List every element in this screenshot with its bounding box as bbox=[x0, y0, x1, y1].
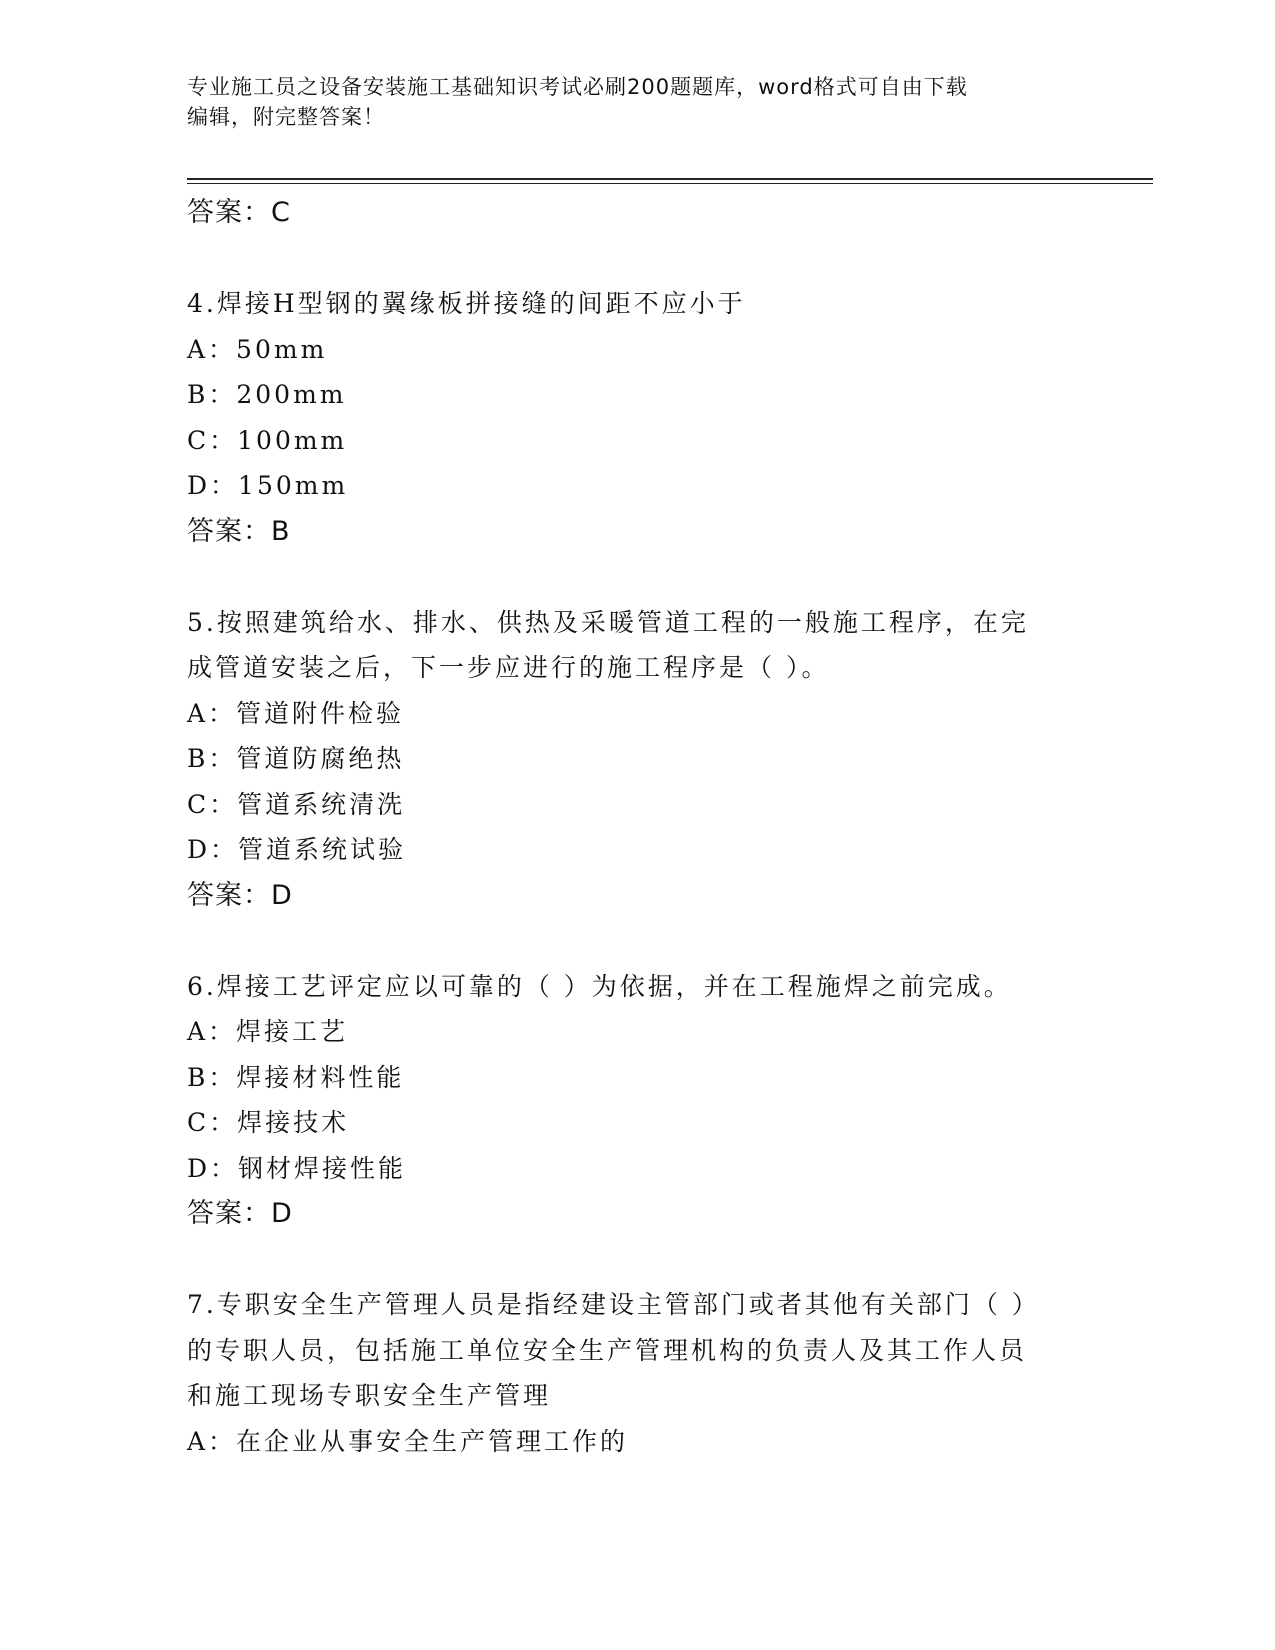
option-c: C：管道系统清洗 bbox=[187, 789, 406, 819]
option-b: B：管道防腐绝热 bbox=[187, 744, 405, 773]
question-text: 7.专职安全生产管理人员是指经建设主管部门或者其他有关部门（ ） bbox=[187, 1290, 1040, 1319]
header-line-1: 专业施工员之设备安装施工基础知识考试必刷200题题库，word格式可自由下载 bbox=[187, 75, 968, 99]
spacer bbox=[187, 554, 1107, 600]
question-list bbox=[187, 190, 1107, 1464]
question-6 bbox=[187, 964, 1107, 1237]
answer: 答案：D bbox=[187, 1198, 293, 1229]
spacer bbox=[187, 236, 1107, 282]
question-text: 的专职人员，包括施工单位安全生产管理机构的负责人及其工作人员 bbox=[187, 1335, 1028, 1365]
question-4 bbox=[187, 281, 1107, 554]
option-d: D：150mm bbox=[187, 471, 349, 500]
header-rule-top bbox=[187, 178, 1153, 180]
spacer bbox=[187, 1237, 1107, 1283]
option-a: A：在企业从事安全生产管理工作的 bbox=[187, 1426, 629, 1456]
option-a: A：管道附件检验 bbox=[187, 698, 405, 728]
option-a: A：50mm bbox=[187, 334, 328, 364]
header-line-2: 编辑，附完整答案！ bbox=[187, 105, 385, 129]
option-c: C：100mm bbox=[187, 425, 348, 455]
option-d: D：管道系统试验 bbox=[187, 835, 407, 864]
answer: 答案：B bbox=[187, 515, 291, 547]
option-c: C：焊接技术 bbox=[187, 1108, 350, 1137]
question-text: 和施工现场专职安全生产管理 bbox=[187, 1381, 552, 1410]
question-text: 5.按照建筑给水、排水、供热及采暖管道工程的一般施工程序，在完 bbox=[187, 607, 1029, 637]
answer-previous: 答案：C bbox=[187, 197, 291, 228]
option-d: D：钢材焊接性能 bbox=[187, 1153, 407, 1183]
question-7 bbox=[187, 1282, 1107, 1464]
spacer bbox=[187, 918, 1107, 964]
option-b: B：焊接材料性能 bbox=[187, 1062, 405, 1092]
header-rule-bottom bbox=[187, 183, 1153, 184]
question-text: 成管道安装之后，下一步应进行的施工程序是（ ）。 bbox=[187, 653, 830, 682]
option-b: B：200mm bbox=[187, 380, 347, 409]
option-a: A：焊接工艺 bbox=[187, 1017, 349, 1046]
question-5 bbox=[187, 600, 1107, 919]
question-text: 4.焊接H型钢的翼缘板拼接缝的间距不应小于 bbox=[187, 289, 746, 318]
question-text: 6.焊接工艺评定应以可靠的（ ）为依据，并在工程施焊之前完成。 bbox=[187, 971, 1012, 1001]
document-header bbox=[187, 72, 1107, 132]
answer: 答案：D bbox=[187, 879, 293, 911]
